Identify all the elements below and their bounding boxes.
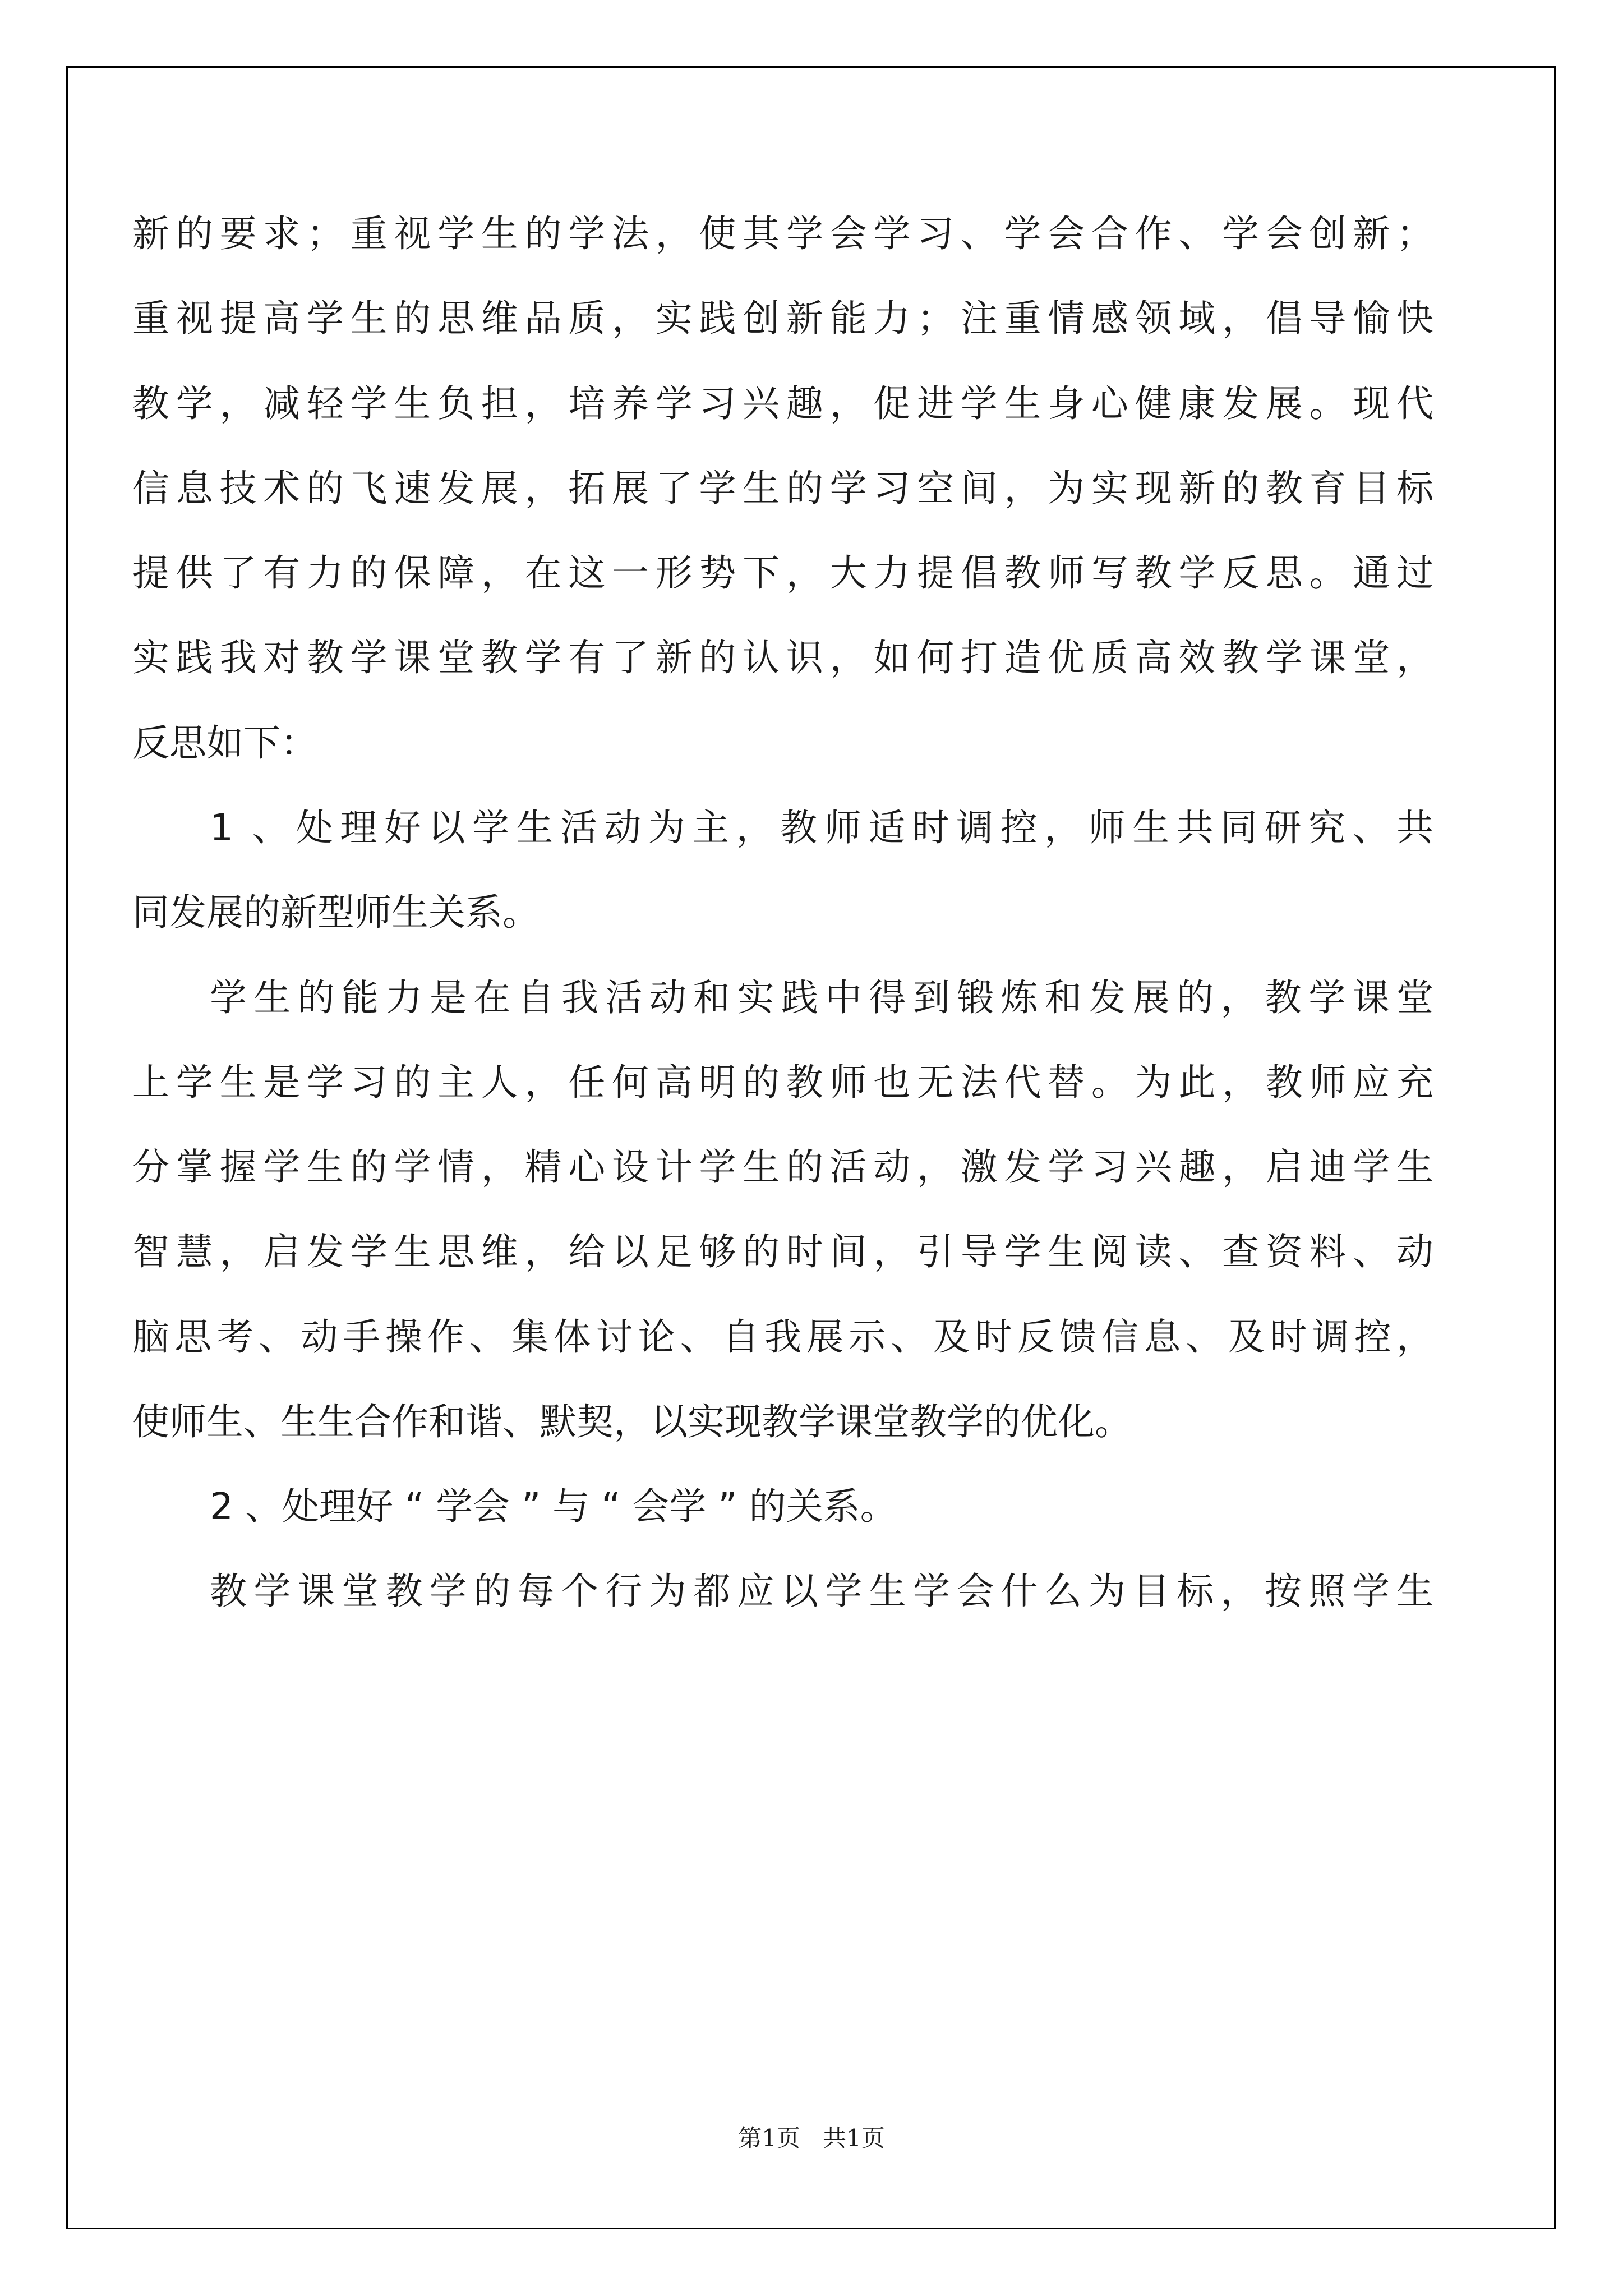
text-line: 同发展的新型师生关系。 — [132, 891, 540, 934]
text-line: 上学生是学习的主人，任何高明的教师也无法代替。为此，教师应充 — [132, 1061, 1433, 1104]
text-line: 智慧，启发学生思维，给以足够的时间，引导学生阅读、查资料、动 — [132, 1230, 1433, 1273]
text-line: 分掌握学生的学情，精心设计学生的活动，激发学习兴趣，启迪学生 — [132, 1145, 1433, 1189]
section-heading-1: 1 、处理好以学生活动为主，教师适时调控，师生共同研究、共 — [210, 806, 1433, 849]
text-line: 实践我对教学课堂教学有了新的认识，如何打造优质高效教学课堂， — [132, 636, 1433, 679]
text-line: 教学，减轻学生负担，培养学习兴趣，促进学生身心健康发展。现代 — [132, 382, 1433, 425]
text-line: 提供了有力的保障，在这一形势下，大力提倡教师写教学反思。通过 — [132, 551, 1433, 595]
text-line: 脑思考、动手操作、集体讨论、自我展示、及时反馈信息、及时调控， — [132, 1315, 1433, 1359]
paragraph-first-line: 教学课堂教学的每个行为都应以学生学会什么为目标，按照学生 — [210, 1570, 1433, 1613]
page-number: 第1页 — [738, 2124, 800, 2152]
text-line: 信息技术的飞速发展，拓展了学生的学习空间，为实现新的教育目标 — [132, 467, 1433, 510]
paragraph-first-line: 学生的能力是在自我活动和实践中得到锻炼和发展的，教学课堂 — [210, 976, 1433, 1019]
text-line: 新的要求；重视学生的学法，使其学会学习、学会合作、学会创新； — [132, 212, 1433, 255]
page-total: 共1页 — [823, 2124, 885, 2152]
text-line: 重视提高学生的思维品质，实践创新能力；注重情感领域，倡导愉快 — [132, 297, 1433, 340]
section-heading-2: 2 、处理好 “ 学会 ” 与 “ 会学 ” 的关系。 — [210, 1485, 897, 1528]
page-footer — [0, 2122, 1623, 2155]
text-line: 使师生、生生合作和谐、默契，以实现教学课堂教学的优化。 — [132, 1400, 1132, 1443]
text-line: 反思如下： — [132, 721, 317, 765]
